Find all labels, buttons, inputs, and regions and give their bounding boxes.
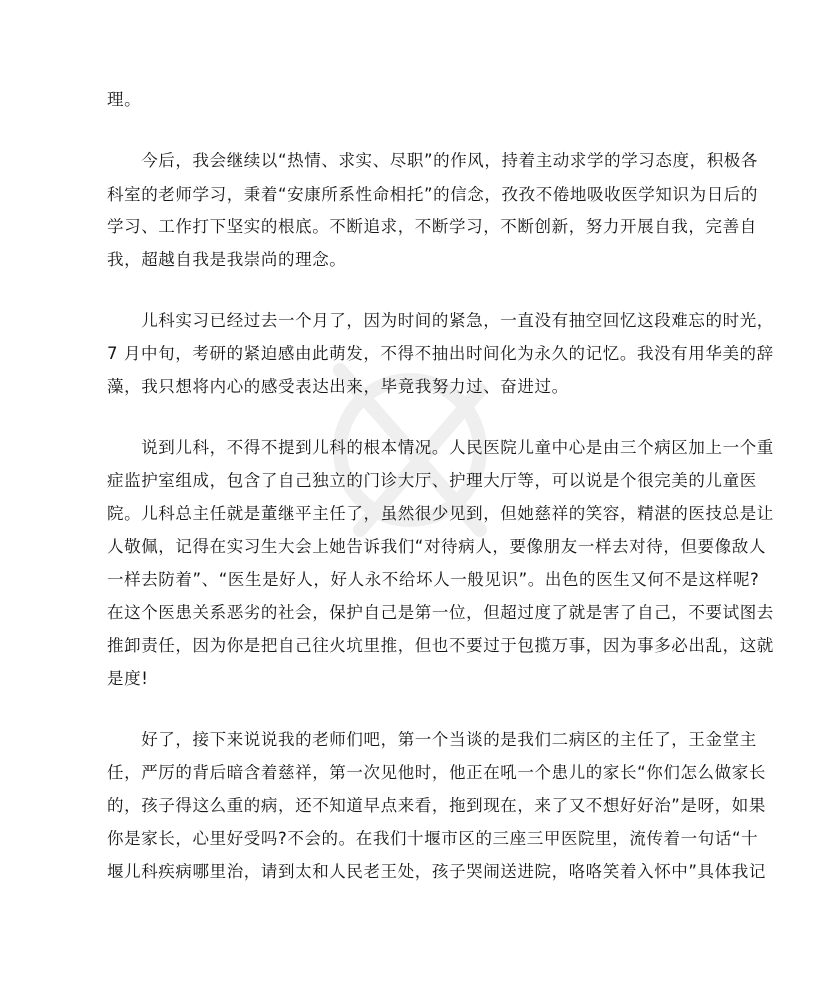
text-line: 堰儿科疾病哪里治，请到太和人民老王处，孩子哭闹送进院，咯咯笑着入怀中”具体我记	[107, 862, 766, 881]
text-line: 科室的老师学习，秉着“安康所系性命相托”的信念，孜孜不倦地吸收医学知识为日后的	[107, 185, 758, 204]
text-line: 学习、工作打下坚实的根底。不断追求，不断学习，不断创新，努力开展自我，完善自	[107, 217, 757, 236]
text-line: 院。儿科总主任就是董继平主任了，虽然很少见到，但她慈祥的笑容，精湛的医技总是让	[107, 504, 774, 523]
text-line: 今后，我会继续以“热情、求实、尽职”的作风，持着主动求学的学习态度，积极各	[107, 151, 758, 170]
text-line: 症监护室组成，包含了自己独立的门诊大厅、护理大厅等，可以说是个很完美的儿童医	[107, 471, 757, 490]
text-line: 理。	[107, 90, 142, 109]
text-line: 是度!	[107, 669, 149, 688]
text-line: 在这个医患关系恶劣的社会，保护自己是第一位，但超过度了就是害了自己，不要试图去	[107, 603, 774, 622]
text-line: 说到儿科，不得不提到儿科的根本情况。人民医院儿童中心是由三个病区加上一个重	[107, 438, 774, 457]
text-line: 藻，我只想将内心的感受表达出来，毕竟我努力过、奋进过。	[107, 377, 569, 396]
text-line: 人敬佩，记得在实习生大会上她告诉我们“对待病人，要像朋友一样去对待，但要像敌人	[107, 537, 766, 556]
text-line: 7 月中旬，考研的紧迫感由此萌发，不得不抽出时间化为永久的记忆。我没有用华美的辞	[107, 344, 774, 363]
text-line: 推卸责任，因为你是把自己往火坑里推，但也不要过于包揽万事，因为事多必出乱，这就	[107, 636, 774, 655]
text-line: 你是家长，心里好受吗?不会的。在我们十堰市区的三座三甲医院里，流传着一句话“十	[107, 829, 759, 848]
text-line: 我，超越自我是我崇尚的理念。	[107, 250, 347, 269]
text-line: 一样去防着”、“医生是好人，好人永不给坏人一般见识”。出色的医生又何不是这样呢?	[107, 570, 760, 589]
text-line: 任，严厉的背后暗含着慈祥，第一次见他时，他正在吼一个患儿的家长“你们怎么做家长	[107, 763, 766, 782]
text-line: 好了，接下来说说我的老师们吧，第一个当谈的是我们二病区的主任了，王金堂主	[107, 730, 757, 749]
text-line: 儿科实习已经过去一个月了，因为时间的紧急，一直没有抽空回忆这段难忘的时光，	[107, 311, 774, 330]
text-line: 的，孩子得这么重的病，还不知道早点来看，拖到现在，来了又不想好好治”是呀，如果	[107, 796, 766, 815]
